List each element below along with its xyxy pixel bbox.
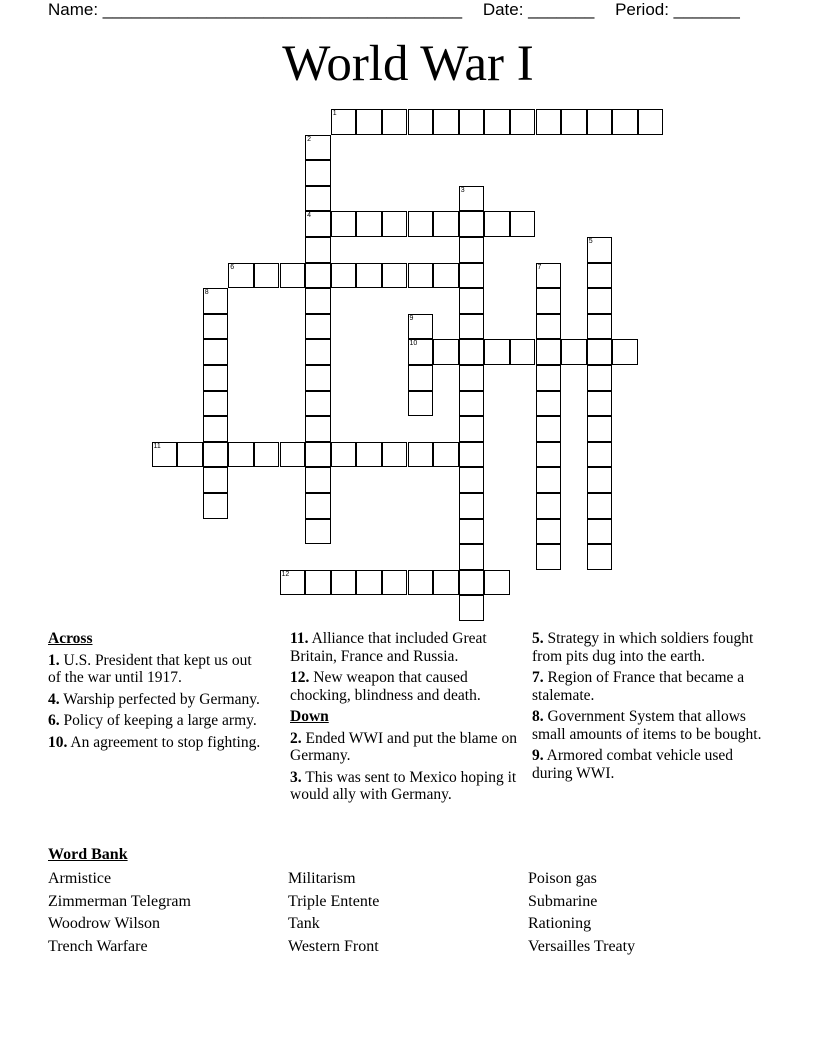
clue-number: 11	[153, 442, 161, 450]
crossword-cell[interactable]	[459, 595, 485, 621]
word-bank-item: Armistice	[48, 870, 112, 887]
date-field-label[interactable]: Date: _______	[482, 0, 595, 19]
crossword-cell[interactable]	[587, 391, 613, 417]
clue-number: 12	[281, 570, 290, 578]
crossword-cell[interactable]	[305, 570, 331, 596]
clue-number: 1	[332, 110, 337, 117]
clue-number: 2	[307, 135, 311, 143]
clue-number: 4	[307, 212, 311, 220]
clue-across-10: 10. An agreement to stop fighting.	[48, 733, 261, 751]
crossword-cell[interactable]	[536, 314, 562, 340]
crossword-cell[interactable]	[356, 263, 382, 289]
crossword-cell[interactable]	[536, 493, 562, 519]
crossword-cell[interactable]	[305, 160, 331, 186]
crossword-cell[interactable]	[203, 288, 229, 314]
crossword-cell[interactable]	[510, 211, 536, 237]
clue-across-11: 11. Alliance that included Great Britain, France and Russia.	[290, 630, 487, 665]
crossword-cell[interactable]	[331, 570, 357, 596]
crossword-cell[interactable]	[587, 314, 613, 340]
crossword-cell[interactable]	[587, 493, 613, 519]
word-bank-item: Poison gas	[528, 870, 597, 887]
crossword-cell[interactable]	[382, 211, 408, 237]
crossword-cell[interactable]	[408, 365, 434, 391]
crossword-cell[interactable]	[433, 211, 459, 237]
crossword-cell[interactable]	[587, 109, 613, 135]
crossword-cell[interactable]	[433, 570, 459, 596]
crossword-cell[interactable]	[331, 109, 357, 135]
crossword-cell[interactable]	[408, 442, 434, 468]
crossword-cell[interactable]	[228, 442, 254, 468]
crossword-cell[interactable]	[459, 109, 485, 135]
crossword-cell[interactable]	[305, 365, 331, 391]
crossword-cell[interactable]	[536, 109, 562, 135]
crossword-cell[interactable]	[638, 109, 664, 135]
crossword-cell[interactable]	[561, 109, 587, 135]
word-bank-item: Woodrow Wilson	[48, 915, 160, 932]
crossword-cell[interactable]	[228, 263, 254, 289]
crossword-cell[interactable]	[484, 339, 510, 365]
crossword-cell[interactable]	[484, 570, 510, 596]
crossword-cell[interactable]	[356, 109, 382, 135]
clue-number: 3	[460, 186, 465, 194]
word-bank-item: Zimmerman Telegram	[48, 893, 191, 910]
crossword-cell[interactable]	[280, 442, 306, 468]
crossword-cell[interactable]	[305, 493, 331, 519]
crossword-cell[interactable]	[587, 442, 613, 468]
crossword-cell[interactable]	[587, 339, 613, 365]
student-info-header	[48, 0, 756, 20]
crossword-cell[interactable]	[305, 237, 331, 263]
crossword-cell[interactable]	[305, 186, 331, 212]
clue-down-7: 7. Region of France that became a stalemate.	[532, 669, 745, 704]
crossword-cell[interactable]	[459, 339, 485, 365]
word-bank-item: Rationing	[528, 915, 592, 932]
page-title: World War I	[282, 36, 534, 92]
crossword-cell[interactable]	[536, 263, 562, 289]
crossword-cell[interactable]	[459, 544, 485, 570]
crossword-cell[interactable]	[536, 442, 562, 468]
crossword-cell[interactable]	[203, 416, 229, 442]
crossword-cell[interactable]	[203, 339, 229, 365]
clue-down-3: 3. This was sent to Mexico hoping it would ally with Germany.	[290, 768, 517, 803]
clue-down-5: 5. Strategy in which soldiers fought from pits dug into the earth.	[532, 630, 754, 665]
crossword-cell[interactable]	[177, 442, 203, 468]
crossword-cell[interactable]	[254, 442, 280, 468]
crossword-cell[interactable]	[587, 519, 613, 545]
crossword-cell[interactable]	[203, 467, 229, 493]
crossword-cell[interactable]	[305, 467, 331, 493]
crossword-cell[interactable]	[433, 442, 459, 468]
crossword-cell[interactable]	[587, 544, 613, 570]
name-field-label[interactable]: Name: ______________________________________	[48, 0, 463, 19]
crossword-cell[interactable]	[459, 365, 485, 391]
clue-number: 9	[409, 314, 414, 322]
clues-column-2	[290, 630, 528, 808]
crossword-cell[interactable]	[382, 570, 408, 596]
crossword-cell[interactable]	[587, 365, 613, 391]
crossword-cell[interactable]	[305, 442, 331, 468]
crossword-cell[interactable]	[459, 519, 485, 545]
crossword-cell[interactable]	[510, 339, 536, 365]
clue-across-4: 4. Warship perfected by Germany.	[48, 690, 260, 708]
word-bank-item: Versailles Treaty	[528, 938, 636, 955]
clue-number: 8	[204, 289, 209, 297]
clues-column-1	[48, 630, 268, 755]
word-bank-item: Western Front	[288, 938, 379, 955]
crossword-cell[interactable]	[203, 391, 229, 417]
clue-down-2: 2. Ended WWI and put the blame on Germany.	[290, 729, 517, 764]
crossword-cell[interactable]	[587, 416, 613, 442]
crossword-cell[interactable]	[536, 519, 562, 545]
crossword-cell[interactable]	[305, 416, 331, 442]
crossword-cell[interactable]	[305, 339, 331, 365]
crossword-cell[interactable]	[408, 570, 434, 596]
crossword-cell[interactable]	[203, 493, 229, 519]
crossword-cell[interactable]	[408, 339, 434, 365]
crossword-cell[interactable]	[203, 365, 229, 391]
crossword-cell[interactable]	[433, 263, 459, 289]
crossword-cell[interactable]	[459, 263, 485, 289]
crossword-cell[interactable]	[561, 339, 587, 365]
crossword-cell[interactable]	[459, 442, 485, 468]
crossword-cell[interactable]	[484, 211, 510, 237]
crossword-cell[interactable]	[408, 109, 434, 135]
crossword-cell[interactable]	[382, 109, 408, 135]
crossword-cell[interactable]	[459, 570, 485, 596]
down-heading: Down	[290, 708, 329, 725]
crossword-cell[interactable]	[254, 263, 280, 289]
crossword-cell[interactable]	[587, 237, 613, 263]
crossword-cell[interactable]	[280, 570, 306, 596]
clue-number: 7	[537, 263, 542, 271]
crossword-cell[interactable]	[536, 365, 562, 391]
crossword-cell[interactable]	[536, 467, 562, 493]
crossword-cell[interactable]	[203, 314, 229, 340]
crossword-cell[interactable]	[203, 442, 229, 468]
word-bank-item: Submarine	[528, 893, 598, 910]
crossword-cell[interactable]	[536, 288, 562, 314]
crossword-cell[interactable]	[536, 544, 562, 570]
crossword-cell[interactable]	[536, 391, 562, 417]
across-heading: Across	[48, 630, 93, 647]
crossword-cell[interactable]	[510, 109, 536, 135]
crossword-cell[interactable]	[536, 416, 562, 442]
crossword-cell[interactable]	[305, 519, 331, 545]
crossword-cell[interactable]	[280, 263, 306, 289]
crossword-cell[interactable]	[408, 263, 434, 289]
crossword-cell[interactable]	[408, 211, 434, 237]
crossword-cell[interactable]	[587, 263, 613, 289]
crossword-cell[interactable]	[459, 391, 485, 417]
crossword-cell[interactable]	[459, 211, 485, 237]
clue-across-6: 6. Policy of keeping a large army.	[48, 712, 257, 729]
word-bank-item: Militarism	[288, 870, 356, 887]
crossword-cell[interactable]	[612, 339, 638, 365]
crossword-cell[interactable]	[305, 211, 331, 237]
clues-column-3	[532, 630, 768, 786]
crossword-cell[interactable]	[408, 391, 434, 417]
crossword-cell[interactable]	[305, 314, 331, 340]
crossword-cell[interactable]	[459, 186, 485, 212]
crossword-cell[interactable]	[587, 467, 613, 493]
clue-number: 5	[588, 238, 593, 245]
crossword-cell[interactable]	[152, 442, 178, 468]
crossword-cell[interactable]	[459, 493, 485, 519]
crossword-cell[interactable]	[408, 314, 434, 340]
crossword-cell[interactable]	[459, 467, 485, 493]
crossword-cell[interactable]	[382, 442, 408, 468]
crossword-cell[interactable]	[536, 339, 562, 365]
crossword-cell[interactable]	[484, 109, 510, 135]
crossword-cell[interactable]	[433, 109, 459, 135]
word-bank-item: Trench Warfare	[48, 938, 148, 955]
word-bank-heading: Word Bank	[48, 846, 128, 863]
crossword-cell[interactable]	[356, 211, 382, 237]
word-bank-item: Triple Entente	[288, 893, 380, 910]
crossword-cell[interactable]	[305, 288, 331, 314]
crossword-cell[interactable]	[459, 314, 485, 340]
clue-down-8: 8. Government System that allows small amounts of items to be bought.	[532, 708, 762, 743]
crossword-cell[interactable]	[459, 416, 485, 442]
crossword-cell[interactable]	[459, 237, 485, 263]
crossword-cell[interactable]	[331, 263, 357, 289]
crossword-cell[interactable]	[331, 211, 357, 237]
clue-down-9: 9. Armored combat vehicle used during WWI.	[532, 747, 734, 782]
crossword-cell[interactable]	[356, 570, 382, 596]
crossword-cell[interactable]	[382, 263, 408, 289]
crossword-cell[interactable]	[356, 442, 382, 468]
crossword-cell[interactable]	[612, 109, 638, 135]
clue-number: 6	[230, 263, 235, 271]
crossword-cell[interactable]	[459, 288, 485, 314]
crossword-cell[interactable]	[305, 263, 331, 289]
crossword-cell[interactable]	[587, 288, 613, 314]
clue-across-1: 1. U.S. President that kept us out of the war until 1917.	[48, 651, 252, 686]
crossword-cell[interactable]	[331, 442, 357, 468]
clue-across-12: 12. New weapon that caused chocking, blindness and death.	[290, 669, 481, 704]
crossword-cell[interactable]	[305, 391, 331, 417]
word-bank-item: Tank	[288, 915, 320, 932]
crossword-cell[interactable]	[305, 135, 331, 161]
period-field-label[interactable]: Period: _______	[615, 0, 740, 19]
clue-number: 10	[409, 340, 418, 348]
crossword-cell[interactable]	[433, 339, 459, 365]
